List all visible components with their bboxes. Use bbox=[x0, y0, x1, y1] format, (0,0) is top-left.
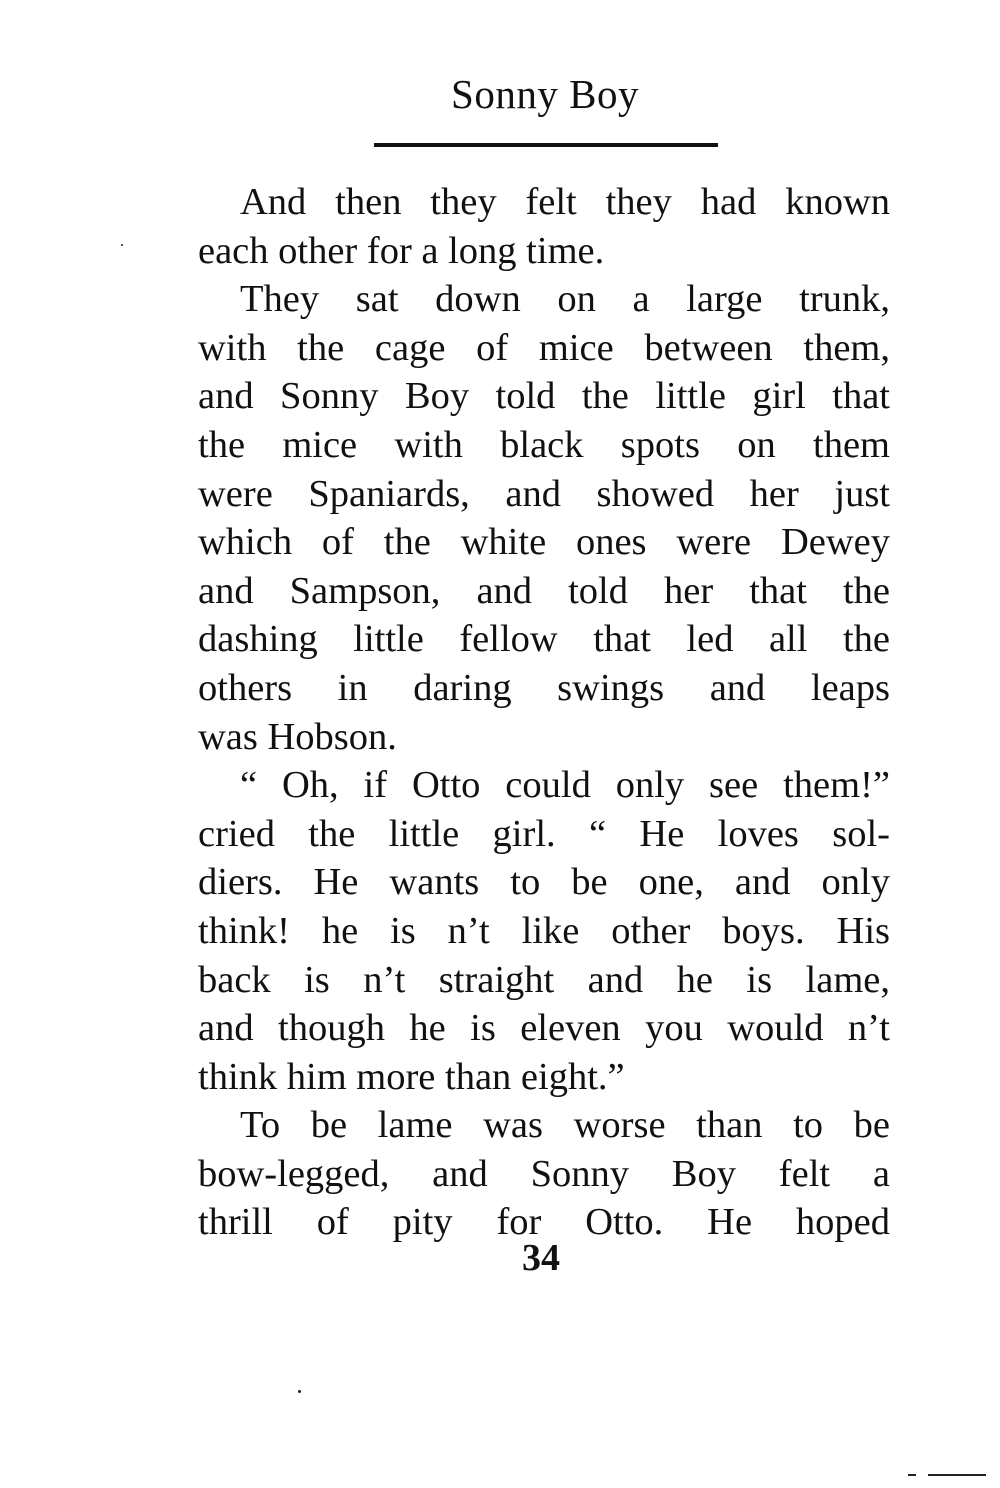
scan-edge-mark bbox=[908, 1474, 916, 1476]
text-line: think him more than eight.” bbox=[198, 1055, 625, 1098]
text-line: which of the white ones were Dewey bbox=[198, 521, 890, 564]
scan-speck bbox=[298, 1390, 301, 1393]
text-line: diers. He wants to be one, and only bbox=[198, 861, 890, 904]
text-line: bow-legged, and Sonny Boy felt a bbox=[198, 1152, 890, 1195]
text-line: and Sonny Boy told the little girl that bbox=[198, 375, 890, 418]
text-line: cried the little girl. “ He loves sol- bbox=[198, 812, 890, 855]
text-line: think! he is n’t like other boys. His bbox=[198, 909, 890, 952]
text-line: back is n’t straight and he is lame, bbox=[198, 958, 890, 1001]
text-line: and Sampson, and told her that the bbox=[198, 569, 890, 612]
body-text bbox=[198, 178, 890, 1247]
scan-edge-mark bbox=[928, 1474, 986, 1476]
text-line: dashing little fellow that led all the bbox=[198, 618, 890, 661]
text-line: They sat down on a large trunk, bbox=[240, 278, 890, 321]
text-line: were Spaniards, and showed her just bbox=[198, 472, 890, 515]
text-line: with the cage of mice between them, bbox=[198, 326, 890, 369]
scan-speck bbox=[121, 244, 123, 246]
text-line: others in daring swings and leaps bbox=[198, 666, 890, 709]
text-line: thrill of pity for Otto. He hoped bbox=[198, 1201, 890, 1244]
text-line: “ Oh, if Otto could only see them!” bbox=[240, 764, 890, 807]
running-head: Sonny Boy bbox=[451, 71, 639, 117]
text-line: And then they felt they had known bbox=[240, 181, 890, 223]
text-line: was Hobson. bbox=[198, 715, 397, 758]
header-rule bbox=[374, 143, 718, 147]
page-number: 34 bbox=[522, 1237, 560, 1279]
text-line: each other for a long time. bbox=[198, 229, 605, 272]
text-line: the mice with black spots on them bbox=[198, 423, 890, 466]
text-line: To be lame was worse than to be bbox=[240, 1104, 890, 1147]
text-line: and though he is eleven you would n’t bbox=[198, 1007, 890, 1050]
